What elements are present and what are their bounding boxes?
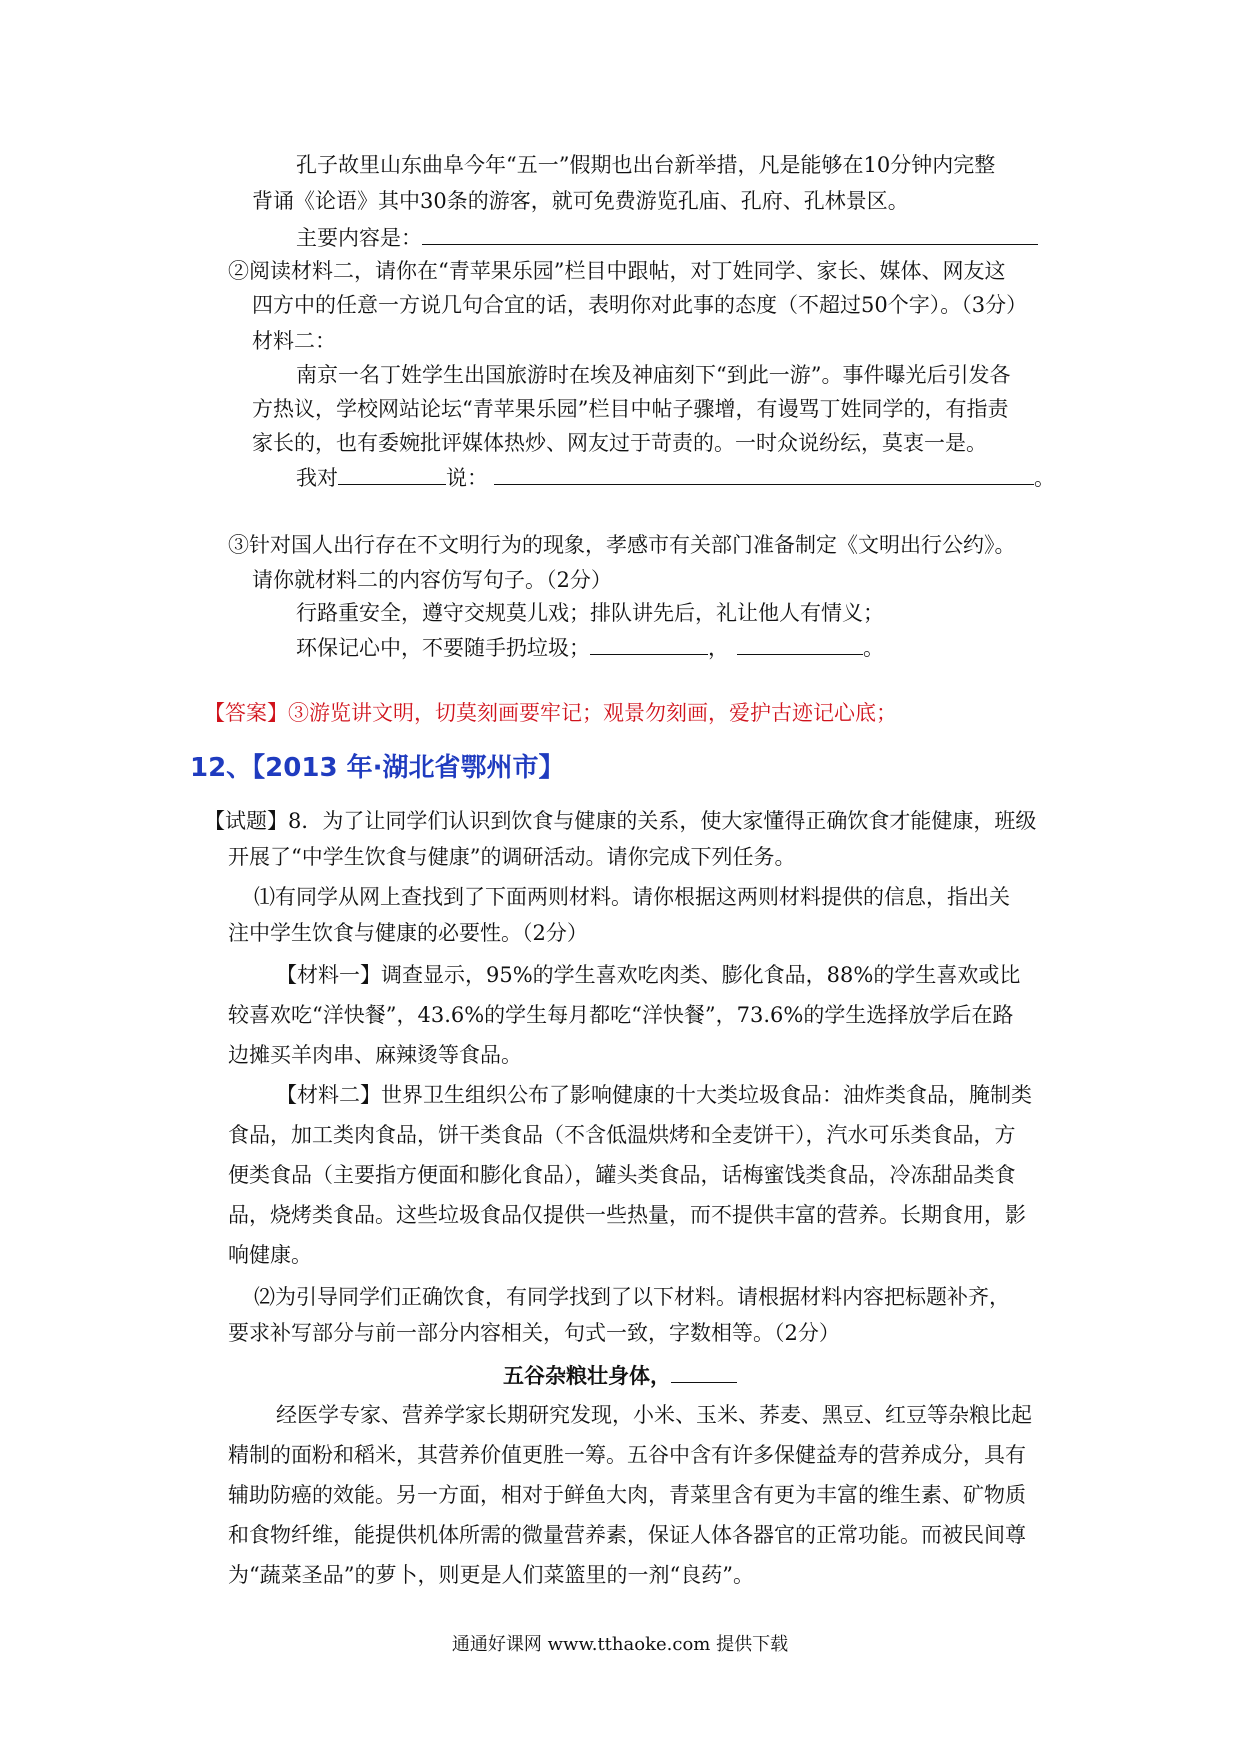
example-line: 行路重安全，遵守交规莫儿戏；排队讲先后，礼让他人有情义；: [296, 601, 884, 625]
sub-question-line: 要求补写部分与前一部分内容相关，句式一致，字数相等。（2分）: [228, 1321, 840, 1345]
period: 。: [863, 636, 884, 660]
title-answer-blank[interactable]: [671, 1360, 737, 1383]
example-text: 环保记心中，不要随手扔垃圾；: [296, 636, 590, 660]
example-fill-line: [296, 632, 884, 663]
article-line: 经医学专家、营养学家长期研究发现，小米、玉米、荞麦、黑豆、红豆等杂粮比起: [276, 1403, 1032, 1427]
material-one-line: 较喜欢吃“洋快餐”，43.6%的学生每月都吃“洋快餐”，73.6%的学生选择放学后在路: [228, 1003, 1014, 1027]
article-line: 为“蔬菜圣品”的萝卜，则更是人们菜篮里的一剂“良药”。: [228, 1563, 754, 1587]
answer-blank[interactable]: [422, 222, 1038, 245]
answer-line: [204, 698, 897, 728]
material-two-line: 【材料二】世界卫生组织公布了影响健康的十大类垃圾食品：油炸类食品，腌制类: [276, 1083, 1032, 1107]
comma: ，: [708, 636, 729, 660]
article-line: 和食物纤维，能提供机体所需的微量营养素，保证人体各器官的正常功能。而被民间尊: [228, 1523, 1026, 1547]
sub-question-line: ⑴有同学从网上查找到了下面两则材料。请你根据这两则材料提供的信息，指出关: [254, 885, 1010, 909]
answer-blank-speech[interactable]: [494, 462, 1034, 485]
material-two-line: 品，烧烤类食品。这些垃圾食品仅提供一些热量，而不提供丰富的营养。长期食用，影: [228, 1203, 1026, 1227]
fill-end: 。: [1034, 466, 1055, 490]
material-one-line: 【材料一】调查显示，95%的学生喜欢吃肉类、膨化食品，88%的学生喜欢或比: [276, 963, 1021, 987]
paragraph-line: 南京一名丁姓学生出国旅游时在埃及神庙刻下“到此一游”。事件曝光后引发各: [296, 363, 1011, 387]
material-two-line: 响健康。: [228, 1243, 312, 1267]
answer-blank-2[interactable]: [737, 632, 863, 655]
article-line: 精制的面粉和稻米，其营养价值更胜一筹。五谷中含有许多保健益寿的营养成分，具有: [228, 1443, 1026, 1467]
article-line: 辅助防癌的效能。另一方面，相对于鲜鱼大肉，青菜里含有更为丰富的维生素、矿物质: [228, 1483, 1026, 1507]
paragraph-line: 方热议，学校网站论坛“青苹果乐园”栏目中帖子骤增，有谩骂丁姓同学的，有指责: [252, 397, 1009, 421]
main-content-label: 主要内容是：: [296, 226, 422, 250]
fill-label-b: 说：: [446, 466, 488, 490]
question-text: 8．为了让同学们认识到饮食与健康的关系，使大家懂得正确饮食才能健康，班级: [288, 809, 1037, 833]
main-content-prompt: [296, 222, 1038, 253]
fill-label-a: 我对: [296, 466, 338, 490]
material-two-line: 食品，加工类肉食品，饼干类食品（不含低温烘烤和全麦饼干），汽水可乐类食品，方: [228, 1123, 1016, 1147]
sub-question-line: ⑵为引导同学们正确饮食，有同学找到了以下材料。请根据材料内容把标题补齐，: [254, 1285, 1010, 1309]
article-title-line: [0, 1360, 1240, 1391]
paragraph-line: 家长的，也有委婉批评媒体热炒、网友过于苛责的。一时众说纷纭，莫衷一是。: [252, 431, 987, 455]
material-label: 材料二：: [252, 329, 336, 353]
article-title: 五谷杂粮壮身体，: [503, 1363, 671, 1388]
fill-in-line: [296, 462, 1055, 493]
question-line: ③针对国人出行存在不文明行为的现象，孝感市有关部门准备制定《文明出行公约》。: [228, 533, 1016, 557]
material-two-line: 便类食品（主要指方便面和膨化食品），罐头类食品，话梅蜜饯类食品，冷冻甜品类食: [228, 1163, 1016, 1187]
question-line: 开展了“中学生饮食与健康”的调研活动。请你完成下列任务。: [228, 845, 796, 869]
question-line: 四方中的任意一方说几句合宜的话，表明你对此事的态度（不超过50个字）。（3分）: [252, 293, 1028, 317]
answer-tag: 【答案】: [204, 701, 288, 725]
question-tag: 【试题】: [204, 809, 288, 833]
answer-blank-1[interactable]: [590, 632, 708, 655]
question-line: ②阅读材料二，请你在“青苹果乐园”栏目中跟帖，对丁姓同学、家长、媒体、网友这: [228, 259, 1006, 283]
answer-blank-party[interactable]: [338, 462, 446, 485]
paragraph-line: 背诵《论语》其中30条的游客，就可免费游览孔庙、孔府、孔林景区。: [252, 189, 909, 213]
paragraph-line: 孔子故里山东曲阜今年“五一”假期也出台新举措，凡是能够在10分钟内完整: [296, 153, 996, 177]
page-footer: 通通好课网 www.tthaoke.com 提供下载: [451, 1634, 789, 1655]
section-heading: 12、【2013 年·湖北省鄂州市】: [190, 753, 565, 783]
material-one-line: 边摊买羊肉串、麻辣烫等食品。: [228, 1043, 522, 1067]
sub-question-line: 注中学生饮食与健康的必要性。（2分）: [228, 921, 588, 945]
question-line: 请你就材料二的内容仿写句子。（2分）: [252, 568, 612, 592]
question-intro: [204, 806, 1036, 836]
answer-text: ③游览讲文明，切莫刻画要牢记；观景勿刻画，爱护古迹记心底；: [288, 701, 897, 725]
